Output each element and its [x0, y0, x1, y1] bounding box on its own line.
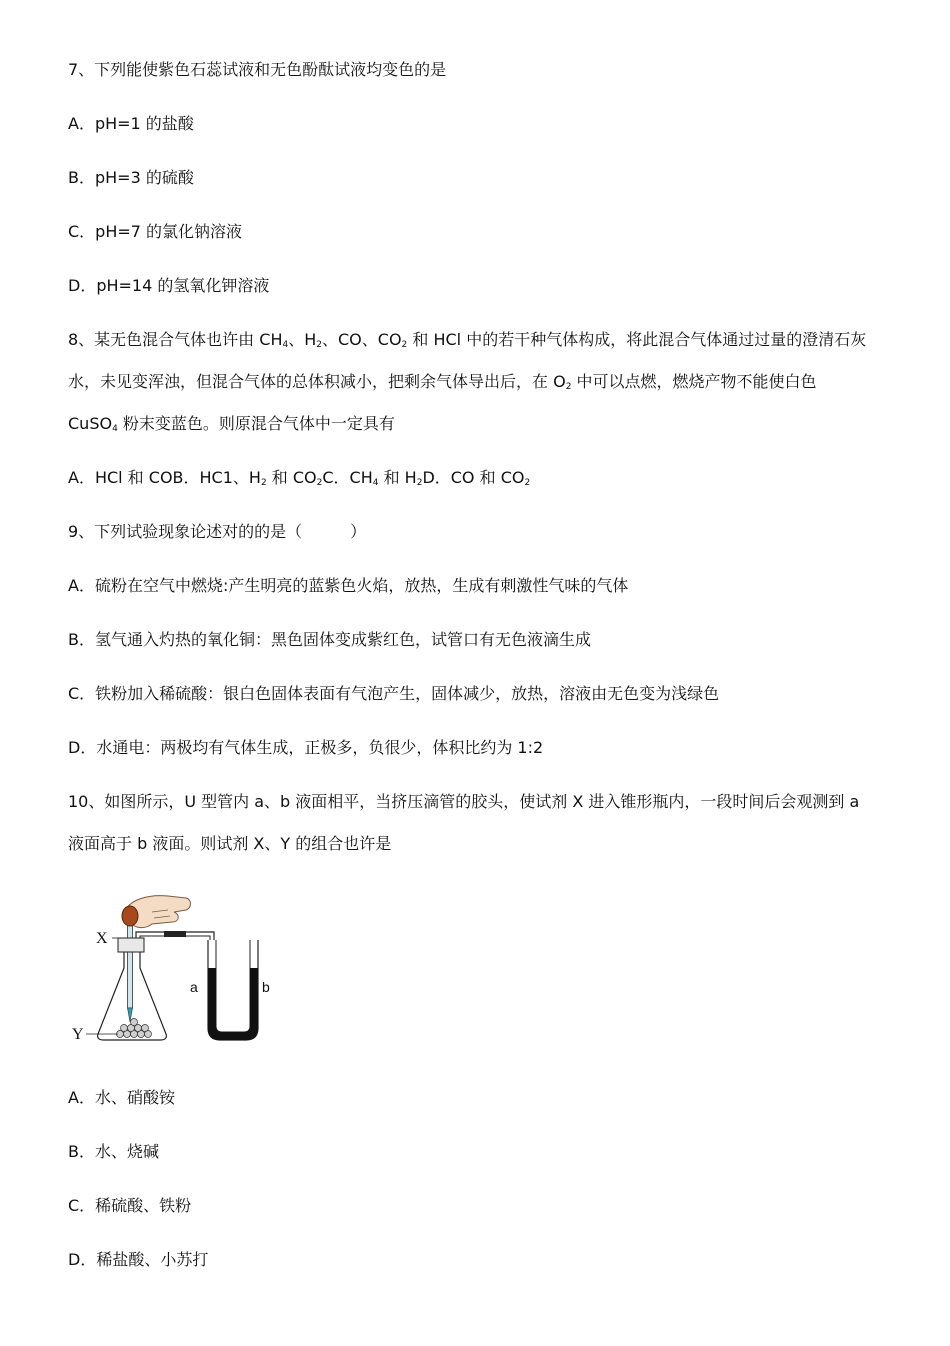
- solid-y-pellets: [117, 1019, 152, 1038]
- text-run: 、CO、CO: [322, 330, 402, 349]
- q10-stem-line2: 液面高于 b 液面。则试剂 X、Y 的组合也许是: [68, 834, 392, 853]
- label-y: Y: [72, 1026, 84, 1043]
- q10-option-b: B．水、烧碱: [68, 1142, 159, 1161]
- text-run: 和 CO: [266, 468, 317, 487]
- flask-stopper: [118, 938, 144, 952]
- text-run: CuSO: [68, 414, 113, 433]
- text-run: 和 HCl 中的若干种气体构成，将此混合气体通过过量的澄清石灰: [407, 330, 867, 349]
- text-run: 粉末变蓝色。则原混合气体中一定具有: [117, 414, 395, 433]
- text-run: 中可以点燃，燃烧产物不能使白色: [571, 372, 817, 391]
- q10-stem-line1: 10、如图所示，U 型管内 a、b 液面相平，当挤压滴管的胶头，使试剂 X 进入锥形瓶内，一段时间后会观测到 a: [68, 792, 860, 811]
- rubber-connector: [164, 931, 186, 937]
- subscript: 2: [316, 478, 323, 488]
- q9-stem: 9、下列试验现象论述对的的是（ ）: [68, 522, 367, 541]
- subscript: 2: [416, 478, 423, 488]
- dropper-bulb: [122, 906, 138, 926]
- subscript: 2: [524, 478, 531, 488]
- apparatus-figure: [68, 888, 288, 1048]
- text-run: 8、某无色混合气体也许由 CH: [68, 330, 283, 349]
- subscript: 4: [282, 340, 289, 350]
- text-run: C．CH: [322, 468, 373, 487]
- q9-option-c: C．铁粉加入稀硫酸：银白色固体表面有气泡产生，固体减少，放热，溶液由无色变为浅绿色: [68, 684, 720, 703]
- subscript: 2: [260, 478, 267, 488]
- subscript: 2: [316, 340, 322, 350]
- text-run: 水，未见变浑浊，但混合气体的总体积减小，把剩余气体导出后，在 O: [68, 372, 566, 391]
- q7-option-a: A．pH=1 的盐酸: [68, 114, 194, 133]
- q10-option-a: A．水、硝酸铵: [68, 1088, 175, 1107]
- subscript: 2: [401, 340, 408, 350]
- u-tube-liquid: [208, 968, 258, 1040]
- q7-option-c: C．pH=7 的氯化钠溶液: [68, 222, 243, 241]
- text-run: D．CO 和 CO: [422, 468, 525, 487]
- q10-option-c: C．稀硫酸、铁粉: [68, 1196, 192, 1215]
- q10-option-d: D．稀盐酸、小苏打: [68, 1250, 209, 1269]
- text-run: 和 H: [378, 468, 417, 487]
- q9-option-b: B．氢气通入灼热的氧化铜：黑色固体变成紫红色，试管口有无色液滴生成: [68, 630, 591, 649]
- q9-option-a: A．硫粉在空气中燃烧:产生明亮的蓝紫色火焰，放热，生成有刺激性气味的气体: [68, 576, 629, 595]
- u-tube-inner: [216, 940, 250, 1032]
- q8-options: [68, 468, 530, 488]
- q7-option-b: B．pH=3 的硫酸: [68, 168, 194, 187]
- q8-stem-line3: [68, 414, 395, 434]
- q8-stem-line2: [68, 372, 817, 392]
- q8-stem-line1: [68, 330, 866, 350]
- text-run: 、H: [288, 330, 317, 349]
- label-b: b: [262, 979, 270, 995]
- q7-stem: 7、下列能使紫色石蕊试液和无色酚酞试液均变色的是: [68, 60, 447, 79]
- q7-option-d: D．pH=14 的氢氧化钾溶液: [68, 276, 270, 295]
- text-run: A．HCl 和 COB．HC1、H: [68, 468, 261, 487]
- subscript: 4: [372, 478, 379, 488]
- label-a: a: [190, 979, 198, 995]
- q9-option-d: D．水通电：两极均有气体生成，正极多，负很少，体积比约为 1:2: [68, 738, 544, 757]
- subscript: 4: [112, 424, 118, 434]
- subscript: 2: [565, 382, 572, 392]
- label-x: X: [96, 930, 108, 947]
